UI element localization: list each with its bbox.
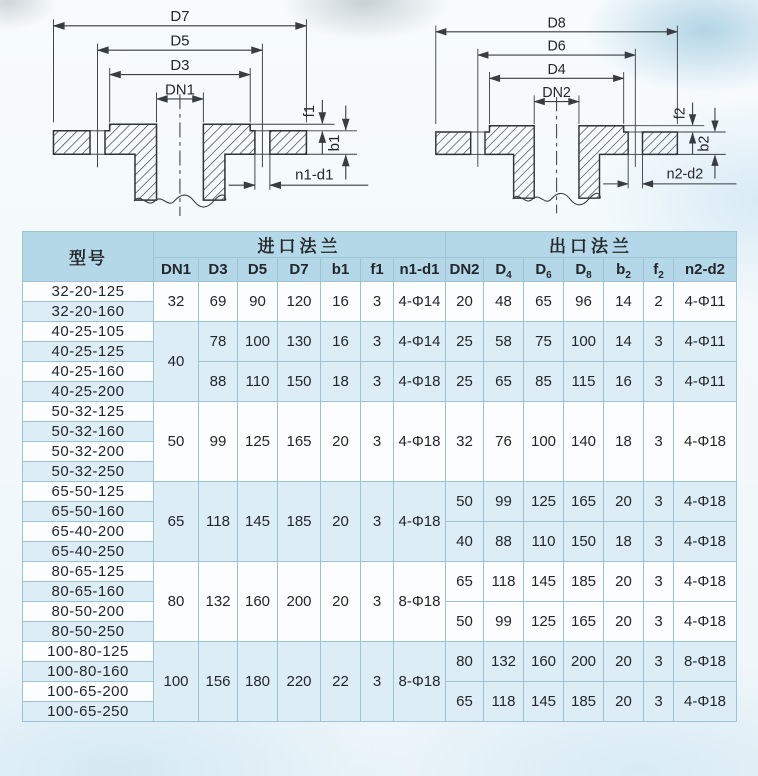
cell-f2: 3 [644, 602, 674, 642]
column-header-d5: D5 [238, 258, 278, 282]
cell-n2-d2: 4-Φ18 [674, 522, 737, 562]
cell-n1-d1: 8-Φ18 [394, 562, 446, 642]
cell-d6: 125 [524, 482, 564, 522]
cell-d3: 69 [199, 282, 238, 322]
cell-f1: 3 [361, 402, 394, 482]
cell-b1: 20 [321, 402, 361, 482]
cell-d7: 130 [278, 322, 321, 362]
svg-text:n1-d1: n1-d1 [295, 166, 334, 184]
cell-d8: 150 [564, 522, 604, 562]
column-header-d3: D3 [199, 258, 238, 282]
column-header-model: 型号 [23, 232, 154, 282]
cell-n2-d2: 4-Φ18 [674, 562, 737, 602]
model-cell: 80-50-250 [23, 622, 154, 642]
cell-f2: 3 [644, 682, 674, 722]
cell-d8: 140 [564, 402, 604, 482]
cell-d4: 65 [484, 362, 524, 402]
model-cell: 100-80-125 [23, 642, 154, 662]
flange-cross-section [400, 13, 740, 217]
cell-f1: 3 [361, 562, 394, 642]
cell-dn2: 50 [446, 482, 484, 522]
cell-d3: 88 [199, 362, 238, 402]
cell-b2: 20 [604, 562, 644, 602]
model-cell: 40-25-160 [23, 362, 154, 382]
cell-d4: 58 [484, 322, 524, 362]
cell-b2: 20 [604, 602, 644, 642]
cell-d7: 120 [278, 282, 321, 322]
outlet-flange-group-header: 出口法兰 [446, 232, 737, 258]
column-header-dn1: DN1 [154, 258, 199, 282]
svg-text:n2-d2: n2-d2 [666, 166, 704, 183]
model-cell: 65-50-160 [23, 502, 154, 522]
cell-dn1: 100 [154, 642, 199, 722]
cell-dn1: 32 [154, 282, 199, 322]
svg-text:D7: D7 [170, 8, 190, 26]
cell-d6: 110 [524, 522, 564, 562]
cell-d7: 220 [278, 642, 321, 722]
cell-n1-d1: 4-Φ14 [394, 282, 446, 322]
cell-d7: 185 [278, 482, 321, 562]
cell-f2: 3 [644, 642, 674, 682]
model-cell: 50-32-160 [23, 422, 154, 442]
cell-n2-d2: 8-Φ18 [674, 642, 737, 682]
cell-n1-d1: 4-Φ18 [394, 362, 446, 402]
cell-n2-d2: 4-Φ18 [674, 682, 737, 722]
cell-f2: 3 [644, 482, 674, 522]
svg-text:f1: f1 [300, 104, 318, 118]
cell-n2-d2: 4-Φ18 [674, 402, 737, 482]
cell-dn1: 65 [154, 482, 199, 562]
column-header-dn2: DN2 [446, 258, 484, 282]
model-cell: 65-40-250 [23, 542, 154, 562]
cell-d4: 99 [484, 602, 524, 642]
cell-d6: 65 [524, 282, 564, 322]
svg-text:DN1: DN1 [164, 81, 195, 99]
cell-b2: 16 [604, 362, 644, 402]
column-header-n2-d2: n2-d2 [674, 258, 737, 282]
cell-dn2: 40 [446, 522, 484, 562]
inlet-flange-drawing [16, 6, 372, 220]
cell-d8: 165 [564, 602, 604, 642]
cell-f1: 3 [361, 322, 394, 362]
cell-d7: 165 [278, 402, 321, 482]
cell-f2: 3 [644, 522, 674, 562]
cell-b2: 14 [604, 282, 644, 322]
cell-d4: 132 [484, 642, 524, 682]
svg-text:b2: b2 [696, 135, 713, 152]
svg-text:DN2: DN2 [542, 85, 571, 102]
cell-d6: 125 [524, 602, 564, 642]
cell-d3: 132 [199, 562, 238, 642]
flange-dimension-table [22, 231, 737, 722]
cell-d5: 100 [238, 322, 278, 362]
cell-dn1: 40 [154, 322, 199, 402]
cell-b1: 22 [321, 642, 361, 722]
cell-d6: 160 [524, 642, 564, 682]
cell-d6: 100 [524, 402, 564, 482]
cell-b2: 20 [604, 682, 644, 722]
cell-d8: 96 [564, 282, 604, 322]
cell-b2: 20 [604, 482, 644, 522]
cell-b1: 20 [321, 562, 361, 642]
cell-d5: 160 [238, 562, 278, 642]
cell-dn2: 32 [446, 402, 484, 482]
cell-d4: 48 [484, 282, 524, 322]
cell-d3: 99 [199, 402, 238, 482]
cell-n2-d2: 4-Φ18 [674, 602, 737, 642]
cell-d6: 145 [524, 682, 564, 722]
model-cell: 50-32-125 [23, 402, 154, 422]
cell-d5: 90 [238, 282, 278, 322]
svg-text:b1: b1 [326, 134, 344, 152]
svg-text:D5: D5 [170, 32, 190, 50]
model-cell: 100-65-250 [23, 702, 154, 722]
column-header-d8: $D_8$ [564, 258, 604, 282]
cell-f2: 3 [644, 362, 674, 402]
svg-text:D8: D8 [547, 15, 566, 32]
cell-f2: 3 [644, 562, 674, 602]
cell-b1: 16 [321, 282, 361, 322]
cell-dn2: 20 [446, 282, 484, 322]
cell-f2: 2 [644, 282, 674, 322]
column-header-f1: f1 [361, 258, 394, 282]
cell-d5: 180 [238, 642, 278, 722]
model-cell: 40-25-200 [23, 382, 154, 402]
column-header-n1-d1: n1-d1 [394, 258, 446, 282]
svg-text:D4: D4 [547, 61, 566, 78]
cell-f2: 3 [644, 322, 674, 362]
cell-b1: 20 [321, 482, 361, 562]
cell-f1: 3 [361, 282, 394, 322]
column-header-d7: D7 [278, 258, 321, 282]
cell-d3: 78 [199, 322, 238, 362]
model-cell: 65-40-200 [23, 522, 154, 542]
cell-d4: 118 [484, 682, 524, 722]
cell-d7: 200 [278, 562, 321, 642]
outlet-flange-drawing [400, 13, 740, 217]
cell-d4: 76 [484, 402, 524, 482]
svg-text:D6: D6 [547, 38, 566, 55]
model-cell: 80-65-125 [23, 562, 154, 582]
cell-d6: 75 [524, 322, 564, 362]
column-header-f2: $f_2$ [644, 258, 674, 282]
cell-d3: 156 [199, 642, 238, 722]
svg-text:f2: f2 [672, 107, 689, 120]
model-cell: 80-50-200 [23, 602, 154, 622]
cell-d4: 88 [484, 522, 524, 562]
cell-b1: 16 [321, 322, 361, 362]
cell-b2: 18 [604, 522, 644, 562]
cell-d8: 115 [564, 362, 604, 402]
column-header-b1: b1 [321, 258, 361, 282]
cell-n1-d1: 4-Φ18 [394, 402, 446, 482]
cell-d5: 125 [238, 402, 278, 482]
model-cell: 32-20-125 [23, 282, 154, 302]
cell-dn2: 25 [446, 362, 484, 402]
cell-b2: 18 [604, 402, 644, 482]
cell-dn1: 80 [154, 562, 199, 642]
model-cell: 32-20-160 [23, 302, 154, 322]
inlet-flange-group-header: 进口法兰 [154, 232, 446, 258]
cell-dn2: 65 [446, 682, 484, 722]
cell-dn2: 25 [446, 322, 484, 362]
cell-d3: 118 [199, 482, 238, 562]
model-cell: 40-25-105 [23, 322, 154, 342]
model-cell: 50-32-200 [23, 442, 154, 462]
cell-d7: 150 [278, 362, 321, 402]
cell-d4: 118 [484, 562, 524, 602]
cell-n2-d2: 4-Φ18 [674, 482, 737, 522]
cell-dn2: 80 [446, 642, 484, 682]
flange-cross-section [16, 6, 372, 220]
cell-f1: 3 [361, 642, 394, 722]
column-header-d4: $D_4$ [484, 258, 524, 282]
model-cell: 100-65-200 [23, 682, 154, 702]
svg-text:D3: D3 [170, 56, 190, 74]
cell-n1-d1: 4-Φ18 [394, 482, 446, 562]
cell-b2: 20 [604, 642, 644, 682]
cell-d5: 145 [238, 482, 278, 562]
cell-b1: 18 [321, 362, 361, 402]
cell-f1: 3 [361, 362, 394, 402]
cell-d5: 110 [238, 362, 278, 402]
model-cell: 50-32-250 [23, 462, 154, 482]
cell-d8: 185 [564, 682, 604, 722]
model-cell: 65-50-125 [23, 482, 154, 502]
model-cell: 80-65-160 [23, 582, 154, 602]
cell-d6: 145 [524, 562, 564, 602]
cell-dn2: 65 [446, 562, 484, 602]
column-header-b2: $b_2$ [604, 258, 644, 282]
cell-d8: 200 [564, 642, 604, 682]
cell-f1: 3 [361, 482, 394, 562]
cell-b2: 14 [604, 322, 644, 362]
cell-dn2: 50 [446, 602, 484, 642]
cell-n2-d2: 4-Φ11 [674, 322, 737, 362]
cell-n2-d2: 4-Φ11 [674, 282, 737, 322]
cell-n1-d1: 4-Φ14 [394, 322, 446, 362]
model-cell: 40-25-125 [23, 342, 154, 362]
cell-d8: 165 [564, 482, 604, 522]
cell-d8: 100 [564, 322, 604, 362]
cell-d6: 85 [524, 362, 564, 402]
cell-n2-d2: 4-Φ11 [674, 362, 737, 402]
cell-d8: 185 [564, 562, 604, 602]
column-header-d6: $D_6$ [524, 258, 564, 282]
cell-dn1: 50 [154, 402, 199, 482]
cell-f2: 3 [644, 402, 674, 482]
cell-d4: 99 [484, 482, 524, 522]
model-cell: 100-80-160 [23, 662, 154, 682]
cell-n1-d1: 8-Φ18 [394, 642, 446, 722]
